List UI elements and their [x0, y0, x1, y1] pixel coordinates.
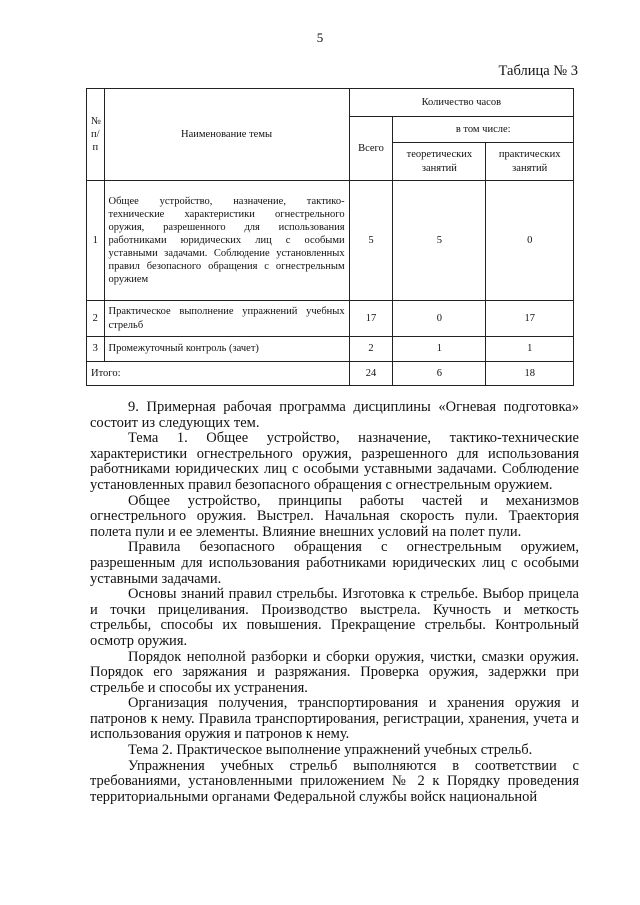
paragraph: Упражнения учебных стрельб выполняются в соответствии с требованиями, установленными приложением № 2 к Порядку проведения территориальными органами Федеральной службы войск национальной	[90, 757, 579, 805]
table-caption: Таблица № 3	[498, 63, 578, 79]
table-header-row	[87, 89, 574, 117]
row-theory: 1	[393, 337, 486, 362]
header-including: в том числе:	[393, 117, 574, 143]
table-row	[87, 337, 574, 362]
row-theory: 0	[393, 301, 486, 337]
summary-label: Итого:	[87, 362, 350, 386]
row-practice: 1	[486, 337, 574, 362]
hours-table	[86, 88, 574, 386]
summary-total: 24	[349, 362, 393, 386]
paragraph: Организация получения, транспортирования и хранения оружия и патронов к нему. Правила транспортирования, регистрации, хранения, учета и использования оружия и патронов к нему.	[90, 695, 579, 743]
paragraph: Общее устройство, принципы работы частей и механизмов огнестрельного оружия. Выстрел. Начальная скорость пули. Траектория полета пули и ее элементы. Влияние внешних условий на полет пули.	[90, 492, 579, 540]
header-hours: Количество часов	[349, 89, 573, 117]
row-total: 2	[349, 337, 393, 362]
paragraph: 9. Примерная рабочая программа дисциплины «Огневая подготовка» состоит из следующих тем.	[90, 399, 579, 431]
row-num: 3	[87, 337, 105, 362]
paragraph: Основы знаний правил стрельбы. Изготовка к стрельбе. Выбор прицела и точки прицеливания. Производство выстрела. Кучность и меткость стрельбы, способы их повышения. Прекращение стрельбы. Контрольный осмотр оружия.	[90, 586, 579, 649]
header-total: Всего	[349, 117, 393, 181]
header-num: № п/п	[87, 89, 105, 181]
row-practice: 17	[486, 301, 574, 337]
header-practice: практических занятий	[486, 143, 574, 181]
table-summary-row	[87, 362, 574, 386]
row-num: 1	[87, 181, 105, 301]
row-total: 5	[349, 181, 393, 301]
paragraph: Порядок неполной разборки и сборки оружия, чистки, смазки оружия. Порядок его заряжания и разряжания. Проверка оружия, задержки при стрельбе и способы их устранения.	[90, 648, 579, 696]
row-theory: 5	[393, 181, 486, 301]
header-name: Наименование темы	[104, 89, 349, 181]
page-number: 5	[316, 30, 324, 45]
program-text	[90, 400, 579, 805]
summary-practice: 18	[486, 362, 574, 386]
paragraph: Правила безопасного обращения с огнестрельным оружием, разрешенным для использования работниками юридических лиц с особыми уставными задачами.	[90, 539, 579, 587]
row-total: 17	[349, 301, 393, 337]
table-row	[87, 181, 574, 301]
row-topic: Промежуточный контроль (зачет)	[104, 337, 349, 362]
row-num: 2	[87, 301, 105, 337]
row-practice: 0	[486, 181, 574, 301]
paragraph: Тема 2. Практическое выполнение упражнений учебных стрельб.	[128, 742, 533, 759]
row-topic: Общее устройство, назначение, тактико-технические характеристики огнестрельного оружия, разрешенного для использования работниками юридических лиц с особыми уставными задачами. Соблюдение установленных правил безопасного обращения с огнестрельным оружием	[104, 181, 349, 301]
summary-theory: 6	[393, 362, 486, 386]
table-row	[87, 301, 574, 337]
row-topic: Практическое выполнение упражнений учебных стрельб	[104, 301, 349, 337]
header-theory: теоретических занятий	[393, 143, 486, 181]
paragraph: Тема 1. Общее устройство, назначение, тактико-технические характеристики огнестрельного оружия, разрешенного для использования работниками юридических лиц с особыми уставными задачами. Соблюдение установленных правил безопасного обращения с огнестрельным оружием.	[90, 430, 579, 493]
